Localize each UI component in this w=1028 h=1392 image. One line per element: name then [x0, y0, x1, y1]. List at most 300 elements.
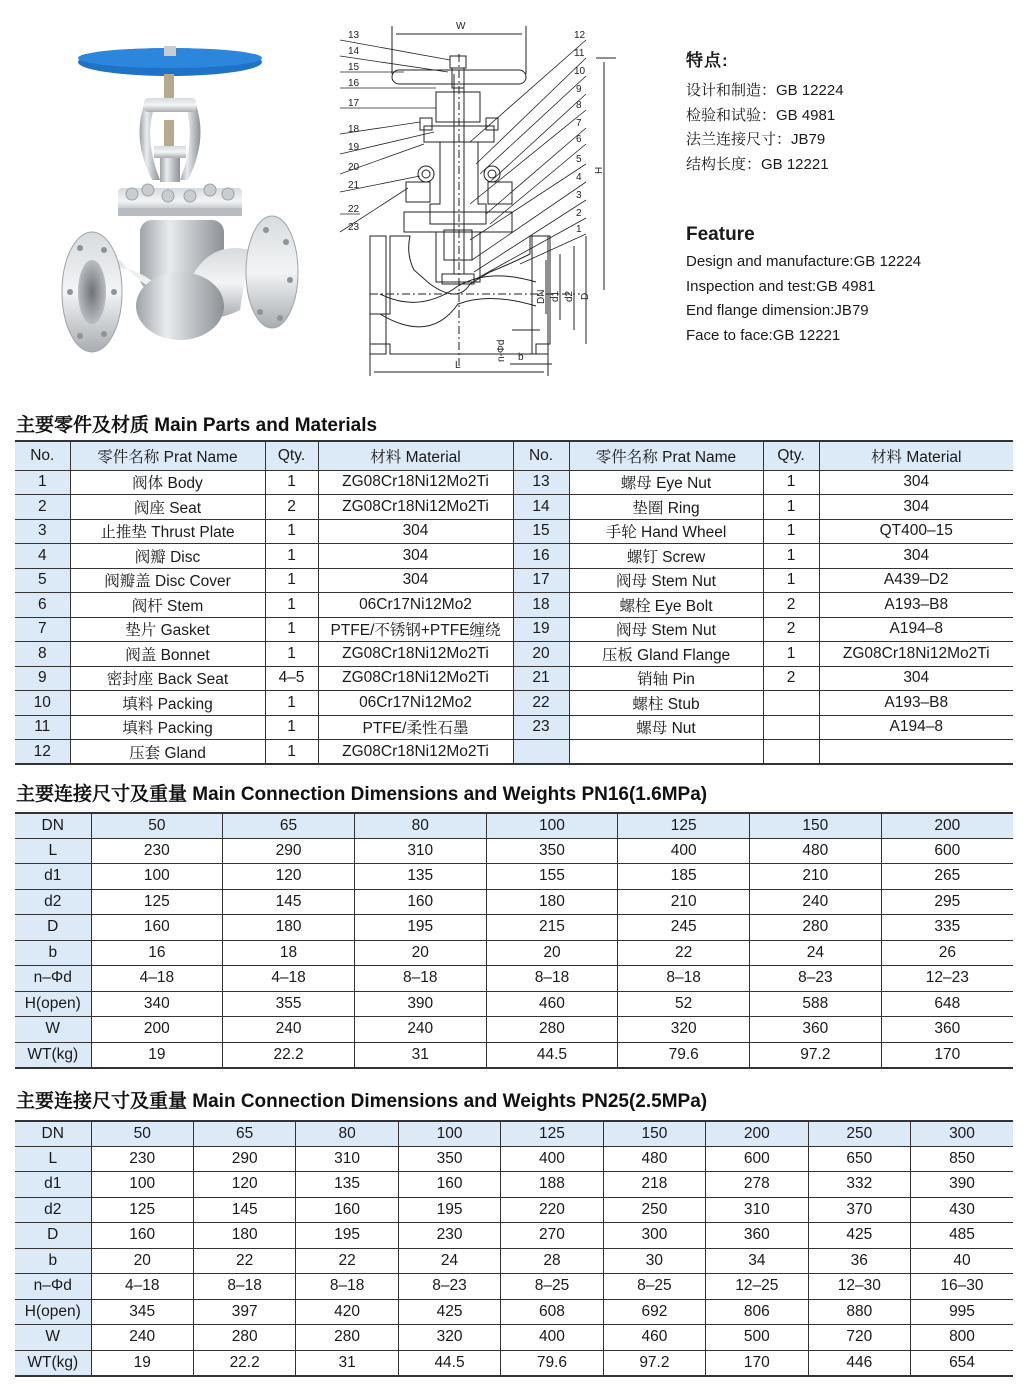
label-17: 17	[348, 98, 360, 109]
dimension-value: 8–18	[618, 966, 750, 992]
dimension-value: 180	[223, 915, 355, 941]
dimension-value: 24	[750, 940, 882, 966]
dn-header: 150	[750, 813, 882, 838]
dim-dn: DN	[536, 289, 547, 304]
column-header: 材料 Material	[819, 441, 1013, 470]
dimension-value: 30	[603, 1248, 705, 1274]
dimension-value: 125	[91, 889, 223, 915]
dimension-value: 120	[223, 864, 355, 890]
part-name: 螺柱 Stub	[569, 691, 763, 716]
dim-n-phi-d: n-Φd	[496, 339, 507, 362]
part-name: 阀瓣盖 Disc Cover	[70, 568, 265, 593]
product-overview	[0, 0, 1028, 400]
column-header: 材料 Material	[318, 441, 513, 470]
part-name: 螺栓 Eye Bolt	[569, 593, 763, 618]
dimension-value: 145	[223, 889, 355, 915]
dimension-value: 97.2	[750, 1042, 882, 1068]
row-label: d2	[15, 1197, 91, 1223]
row-label: n–Φd	[15, 966, 91, 992]
row-label: b	[15, 1248, 91, 1274]
label-23: 23	[348, 222, 360, 233]
dimension-value: 31	[296, 1350, 398, 1376]
part-no: 5	[15, 568, 70, 593]
table-row	[15, 666, 1013, 691]
pn25-section-title: 主要连接尺寸及重量 Main Connection Dimensions and Weights PN25(2.5MPa)	[16, 1091, 708, 1112]
dimension-value: 185	[618, 864, 750, 890]
part-material: ZG08Cr18Ni12Mo2Ti	[318, 642, 513, 667]
feature-line-cn: 设计和制造：GB 12224	[686, 82, 844, 99]
dimension-value: 300	[603, 1223, 705, 1249]
dimension-value: 265	[881, 864, 1013, 890]
dn-header: 50	[91, 813, 223, 838]
dimension-value: 4–18	[91, 1274, 193, 1300]
dimension-value: 370	[808, 1197, 910, 1223]
table-row	[15, 715, 1013, 740]
part-no: 23	[513, 715, 569, 740]
dimension-value: 8–23	[750, 966, 882, 992]
table-row	[15, 940, 1013, 966]
dn-header: 300	[911, 1121, 1014, 1146]
dimension-value: 345	[91, 1299, 193, 1325]
label-13: 13	[348, 30, 360, 41]
part-name: 垫圈 Ring	[569, 495, 763, 520]
dimension-value: 320	[618, 1017, 750, 1043]
table-row	[15, 1325, 1013, 1351]
row-label: L	[15, 1146, 91, 1172]
part-qty: 1	[763, 519, 819, 544]
part-qty: 1	[265, 617, 318, 642]
part-name: 螺钉 Screw	[569, 544, 763, 569]
dn-header: 65	[193, 1121, 295, 1146]
dimension-value: 28	[501, 1248, 603, 1274]
part-material: 304	[819, 544, 1013, 569]
dimension-value: 125	[91, 1197, 193, 1223]
dimension-value: 8–18	[193, 1274, 295, 1300]
table-row	[15, 740, 1013, 765]
label-7: 7	[576, 118, 582, 129]
part-name: 压板 Gland Flange	[569, 642, 763, 667]
part-material: ZG08Cr18Ni12Mo2Ti	[318, 470, 513, 495]
dimension-value: 310	[706, 1197, 808, 1223]
part-no: 18	[513, 593, 569, 618]
dim-l: L	[455, 360, 461, 371]
table-row	[15, 470, 1013, 495]
dimension-value: 195	[398, 1197, 500, 1223]
dimension-value: 400	[501, 1325, 603, 1351]
row-label: d1	[15, 864, 91, 890]
dimension-value: 280	[296, 1325, 398, 1351]
dimension-value: 34	[706, 1248, 808, 1274]
label-8: 8	[576, 100, 582, 111]
dimension-value: 278	[706, 1172, 808, 1198]
pn25-dimensions-table	[15, 1120, 1013, 1377]
feature-line-en: End flange dimension:JB79	[686, 302, 869, 319]
dimension-value: 355	[223, 991, 355, 1017]
label-2: 2	[576, 208, 582, 219]
parts-table	[15, 440, 1013, 765]
valve-section-drawing	[340, 14, 640, 380]
part-qty: 1	[265, 519, 318, 544]
dimension-value: 20	[486, 940, 618, 966]
table-row	[15, 1146, 1013, 1172]
dimension-value: 8–23	[398, 1274, 500, 1300]
column-header: 零件名称 Prat Name	[70, 441, 265, 470]
dimension-value: 16	[91, 940, 223, 966]
dimension-value: 480	[750, 838, 882, 864]
dimension-value: 588	[750, 991, 882, 1017]
column-header: Qty.	[763, 441, 819, 470]
part-material: PTFE/不锈钢+PTFE缠绕	[318, 617, 513, 642]
dimension-value: 19	[91, 1042, 223, 1068]
dimension-value: 120	[193, 1172, 295, 1198]
row-label: D	[15, 1223, 91, 1249]
label-14: 14	[348, 46, 360, 57]
dimension-value: 390	[354, 991, 486, 1017]
dimension-value: 79.6	[618, 1042, 750, 1068]
part-name: 止推垫 Thrust Plate	[70, 519, 265, 544]
part-no	[513, 740, 569, 765]
dimension-value: 22	[618, 940, 750, 966]
table-row	[15, 1017, 1013, 1043]
part-no: 4	[15, 544, 70, 569]
dimension-value: 654	[911, 1350, 1014, 1376]
row-label: DN	[15, 1121, 91, 1146]
part-no: 14	[513, 495, 569, 520]
table-row	[15, 495, 1013, 520]
dimension-value: 400	[618, 838, 750, 864]
label-21: 21	[348, 180, 360, 191]
part-material: 304	[819, 470, 1013, 495]
dimension-value: 240	[223, 1017, 355, 1043]
dn-header: 250	[808, 1121, 910, 1146]
row-label: b	[15, 940, 91, 966]
table-row	[15, 966, 1013, 992]
part-no: 3	[15, 519, 70, 544]
row-label: d1	[15, 1172, 91, 1198]
row-label: WT(kg)	[15, 1350, 91, 1376]
dn-header: 80	[354, 813, 486, 838]
dimension-value: 20	[91, 1248, 193, 1274]
part-qty: 4–5	[265, 666, 318, 691]
dimension-value: 310	[354, 838, 486, 864]
dimension-value: 40	[911, 1248, 1014, 1274]
part-material: ZG08Cr18Ni12Mo2Ti	[318, 740, 513, 765]
dimension-value: 360	[706, 1223, 808, 1249]
part-material: QT400–15	[819, 519, 1013, 544]
part-qty: 1	[265, 691, 318, 716]
part-qty: 2	[265, 495, 318, 520]
pn16-section-title: 主要连接尺寸及重量 Main Connection Dimensions and Weights PN16(1.6MPa)	[16, 784, 708, 805]
part-material: A194–8	[819, 715, 1013, 740]
dimension-value: 160	[354, 889, 486, 915]
dimension-value: 97.2	[603, 1350, 705, 1376]
dimension-value: 995	[911, 1299, 1014, 1325]
dimension-value: 22	[193, 1248, 295, 1274]
dimension-value: 170	[881, 1042, 1013, 1068]
label-15: 15	[348, 62, 360, 73]
features-title-en: Feature	[686, 224, 755, 245]
dn-header: 100	[486, 813, 618, 838]
label-18: 18	[348, 124, 360, 135]
dimension-value: 218	[603, 1172, 705, 1198]
table-row	[15, 642, 1013, 667]
dn-header: 200	[706, 1121, 808, 1146]
dimension-value: 600	[706, 1146, 808, 1172]
row-label: L	[15, 838, 91, 864]
dimension-value: 230	[398, 1223, 500, 1249]
part-name	[569, 740, 763, 765]
part-qty	[763, 691, 819, 716]
part-qty: 2	[763, 617, 819, 642]
dimension-value: 350	[398, 1146, 500, 1172]
dimension-value: 446	[808, 1350, 910, 1376]
row-label: D	[15, 915, 91, 941]
dimension-value: 200	[91, 1017, 223, 1043]
valve-photo	[40, 10, 320, 370]
table-row	[15, 1172, 1013, 1198]
dimension-value: 22.2	[193, 1350, 295, 1376]
dimension-value: 340	[91, 991, 223, 1017]
dimension-value: 850	[911, 1146, 1014, 1172]
dimension-value: 44.5	[486, 1042, 618, 1068]
row-label: W	[15, 1017, 91, 1043]
part-no: 19	[513, 617, 569, 642]
dimension-value: 180	[486, 889, 618, 915]
dimension-value: 332	[808, 1172, 910, 1198]
part-material: A193–B8	[819, 593, 1013, 618]
part-qty: 1	[763, 642, 819, 667]
label-11: 11	[574, 48, 585, 59]
column-header: No.	[15, 441, 70, 470]
dimension-value: 360	[750, 1017, 882, 1043]
features-title-cn: 特点:	[686, 51, 729, 70]
dimension-value: 26	[881, 940, 1013, 966]
part-name: 螺母 Nut	[569, 715, 763, 740]
dn-header: 125	[618, 813, 750, 838]
part-qty: 1	[265, 470, 318, 495]
part-material: 304	[318, 519, 513, 544]
dimension-value: 8–18	[486, 966, 618, 992]
column-header: No.	[513, 441, 569, 470]
dimension-value: 180	[193, 1223, 295, 1249]
dim-d1: d1	[550, 290, 561, 302]
label-22: 22	[348, 204, 360, 215]
table-row	[15, 593, 1013, 618]
part-qty: 1	[763, 568, 819, 593]
feature-line-cn: 检验和试验：GB 4981	[686, 106, 836, 124]
feature-line-cn: 法兰连接尺寸：JB79	[686, 131, 826, 148]
dimension-value: 195	[296, 1223, 398, 1249]
dimension-value: 648	[881, 991, 1013, 1017]
feature-line-en: Face to face:GB 12221	[686, 326, 841, 344]
row-label: WT(kg)	[15, 1042, 91, 1068]
dimension-value: 240	[91, 1325, 193, 1351]
dimension-value: 250	[603, 1197, 705, 1223]
dimension-value: 19	[91, 1350, 193, 1376]
part-qty: 1	[265, 568, 318, 593]
part-name: 填料 Packing	[70, 715, 265, 740]
dimension-value: 8–18	[354, 966, 486, 992]
dimension-value: 280	[193, 1325, 295, 1351]
part-name: 阀母 Stem Nut	[569, 568, 763, 593]
part-name: 填料 Packing	[70, 691, 265, 716]
label-20: 20	[348, 162, 360, 173]
row-label: H(open)	[15, 991, 91, 1017]
part-material: 304	[819, 666, 1013, 691]
part-material: ZG08Cr18Ni12Mo2Ti	[819, 642, 1013, 667]
table-row	[15, 691, 1013, 716]
dimension-value: 8–25	[501, 1274, 603, 1300]
dn-header: 65	[223, 813, 355, 838]
table-row	[15, 889, 1013, 915]
part-no: 22	[513, 691, 569, 716]
dimension-value: 100	[91, 1172, 193, 1198]
table-row	[15, 838, 1013, 864]
dimension-value: 806	[706, 1299, 808, 1325]
row-label: H(open)	[15, 1299, 91, 1325]
part-qty	[763, 715, 819, 740]
dimension-value: 220	[501, 1197, 603, 1223]
table-row	[15, 1042, 1013, 1068]
part-no: 15	[513, 519, 569, 544]
dimension-value: 430	[911, 1197, 1014, 1223]
dimension-value: 22	[296, 1248, 398, 1274]
dimension-value: 22.2	[223, 1042, 355, 1068]
dim-d: D	[580, 292, 591, 300]
label-9: 9	[576, 84, 582, 95]
dimension-value: 44.5	[398, 1350, 500, 1376]
label-4: 4	[576, 172, 582, 183]
table-row	[15, 991, 1013, 1017]
part-no: 13	[513, 470, 569, 495]
dimension-value: 240	[354, 1017, 486, 1043]
dimension-value: 608	[501, 1299, 603, 1325]
feature-line-en: Design and manufacture:GB 12224	[686, 253, 922, 270]
table-row	[15, 544, 1013, 569]
part-material	[819, 740, 1013, 765]
part-no: 1	[15, 470, 70, 495]
part-qty: 1	[265, 715, 318, 740]
part-name: 垫片 Gasket	[70, 617, 265, 642]
dimension-value: 4–18	[91, 966, 223, 992]
dimension-value: 310	[296, 1146, 398, 1172]
table-row	[15, 1248, 1013, 1274]
dimension-value: 79.6	[501, 1350, 603, 1376]
dn-header: 150	[603, 1121, 705, 1146]
dimension-value: 420	[296, 1299, 398, 1325]
dimension-value: 135	[296, 1172, 398, 1198]
part-no: 11	[15, 715, 70, 740]
dimension-value: 12–30	[808, 1274, 910, 1300]
row-label: n–Φd	[15, 1274, 91, 1300]
dimension-value: 16–30	[911, 1274, 1014, 1300]
dimension-value: 100	[91, 864, 223, 890]
part-material: ZG08Cr18Ni12Mo2Ti	[318, 666, 513, 691]
dimension-value: 280	[486, 1017, 618, 1043]
label-5: 5	[576, 154, 582, 165]
dimension-value: 170	[706, 1350, 808, 1376]
dimension-value: 270	[501, 1223, 603, 1249]
dimension-value: 31	[354, 1042, 486, 1068]
row-label: d2	[15, 889, 91, 915]
part-material: 304	[318, 568, 513, 593]
dimension-value: 290	[223, 838, 355, 864]
dimension-value: 8–25	[603, 1274, 705, 1300]
part-qty: 1	[265, 544, 318, 569]
part-no: 7	[15, 617, 70, 642]
table-row	[15, 1274, 1013, 1300]
dimension-value: 155	[486, 864, 618, 890]
dimension-value: 240	[750, 889, 882, 915]
label-10: 10	[574, 66, 586, 77]
dn-header: 200	[881, 813, 1013, 838]
dimension-value: 4–18	[223, 966, 355, 992]
parts-section-title: 主要零件及材质 Main Parts and Materials	[16, 415, 378, 436]
part-material: 304	[819, 495, 1013, 520]
dimension-value: 397	[193, 1299, 295, 1325]
features-panel	[686, 46, 1006, 348]
part-material: 06Cr17Ni12Mo2	[318, 593, 513, 618]
dimension-value: 12–25	[706, 1274, 808, 1300]
part-no: 8	[15, 642, 70, 667]
dimension-value: 360	[881, 1017, 1013, 1043]
part-no: 17	[513, 568, 569, 593]
dimension-value: 160	[398, 1172, 500, 1198]
part-qty: 1	[265, 740, 318, 765]
dimension-value: 195	[354, 915, 486, 941]
part-no: 10	[15, 691, 70, 716]
dimension-value: 460	[486, 991, 618, 1017]
dimension-value: 425	[398, 1299, 500, 1325]
dimension-value: 230	[91, 1146, 193, 1172]
dim-b: b	[518, 352, 524, 363]
part-name: 阀瓣 Disc	[70, 544, 265, 569]
dimension-value: 160	[91, 1223, 193, 1249]
part-no: 21	[513, 666, 569, 691]
dimension-value: 720	[808, 1325, 910, 1351]
dimension-value: 52	[618, 991, 750, 1017]
dimension-value: 600	[881, 838, 1013, 864]
dimension-value: 188	[501, 1172, 603, 1198]
dn-header: 125	[501, 1121, 603, 1146]
dn-header: 50	[91, 1121, 193, 1146]
part-no: 20	[513, 642, 569, 667]
part-name: 销轴 Pin	[569, 666, 763, 691]
dimension-value: 295	[881, 889, 1013, 915]
dimension-value: 460	[603, 1325, 705, 1351]
dimension-value: 425	[808, 1223, 910, 1249]
part-qty: 1	[763, 470, 819, 495]
dim-h: H	[594, 166, 605, 174]
part-material: A439–D2	[819, 568, 1013, 593]
part-name: 阀母 Stem Nut	[569, 617, 763, 642]
table-row	[15, 1197, 1013, 1223]
label-3: 3	[576, 190, 582, 201]
dimension-value: 210	[618, 889, 750, 915]
part-material: ZG08Cr18Ni12Mo2Ti	[318, 495, 513, 520]
dimension-value: 245	[618, 915, 750, 941]
dimension-value: 135	[354, 864, 486, 890]
part-name: 螺母 Eye Nut	[569, 470, 763, 495]
dimension-value: 880	[808, 1299, 910, 1325]
part-name: 阀体 Body	[70, 470, 265, 495]
label-1: 1	[576, 224, 582, 235]
column-header: Qty.	[265, 441, 318, 470]
table-row	[15, 1223, 1013, 1249]
dimension-value: 160	[91, 915, 223, 941]
part-qty: 2	[763, 593, 819, 618]
part-no: 9	[15, 666, 70, 691]
